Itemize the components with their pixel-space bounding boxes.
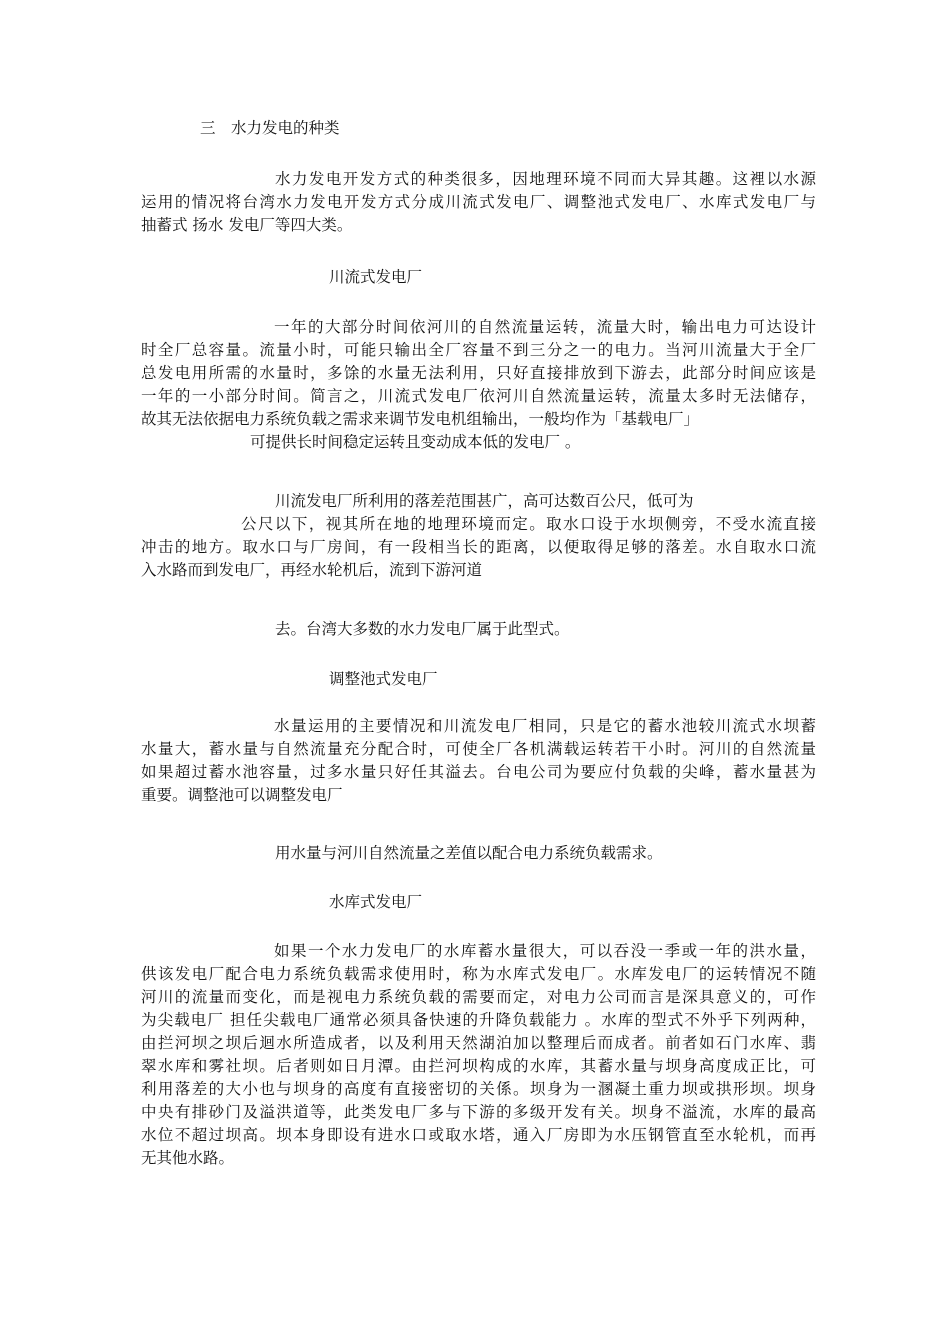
ror-p1-line-6: 可提供长时间稳定运转且变动成本低的发电厂 。 xyxy=(250,433,581,451)
rp-p1-line-3: 如果超过蓄水池容量，过多水量只好任其溢去。台电公司为要应付负载的尖峰，蓄水量甚为 xyxy=(141,763,816,781)
intro-line-1: 水力发电开发方式的种类很多，因地理环境不同而大异其趣。这裡以水源 xyxy=(275,170,816,188)
res-p1-line-2: 供该发电厂配合电力系统负载需求使用时，称为水库式发电厂。水库发电厂的运转情况不随 xyxy=(141,965,816,983)
regulating-pond-paragraph-2: 用水量与河川自然流量之差值以配合电力系统负载需求。 xyxy=(275,844,663,862)
res-p1-line-10: 无其他水路。 xyxy=(141,1149,235,1167)
section-title: 三 水力发电的种类 xyxy=(200,119,340,137)
rp-p1-line-2: 水量大，蓄水量与自然流量充分配合时，可使全厂各机满载运转若干小时。河川的自然流量 xyxy=(141,740,816,758)
res-p1-line-4: 为尖载电厂 担任尖载电厂通常必须具备快速的升降负载能力 。水库的型式不外乎下列两种， xyxy=(141,1011,816,1029)
run-of-river-paragraph-3: 去。台湾大多数的水力发电厂属于此型式。 xyxy=(275,620,570,638)
res-p1-line-6: 翠水库和雾社坝。后者则如日月潭。由拦河坝构成的水库，其蓄水量与坝身高度成正比，可 xyxy=(141,1057,816,1075)
res-p1-line-5: 由拦河坝之坝后迴水所造成者，以及利用天然湖泊加以整理后而成者。前者如石门水库、翡 xyxy=(141,1034,816,1052)
ror-p1-line-5: 故其无法依据电力系统负载之需求来调节发电机组输出，一般均作为「基载电厂」 xyxy=(141,410,700,428)
ror-p2-line-4: 入水路而到发电厂，再经水轮机后，流到下游河道 xyxy=(141,561,483,579)
reservoir-heading: 水库式发电厂 xyxy=(329,893,423,911)
reservoir-paragraph-1 xyxy=(141,940,816,1170)
ror-p2-line-1: 川流发电厂所利用的落差范围甚广，高可达数百公尺，低可为 xyxy=(275,492,694,510)
res-p1-line-3: 河川的流量而变化，而是视电力系统负载的需要而定，对电力公司而言是深具意义的，可作 xyxy=(141,988,816,1006)
res-p1-line-8: 中央有排砂门及溢洪道等，此类发电厂多与下游的多级开发有关。坝身不溢流，水库的最高 xyxy=(141,1103,816,1121)
ror-p1-line-1: 一年的大部分时间依河川的自然流量运转，流量大时，输出电力可达设计 xyxy=(274,318,816,336)
ror-p2-line-2: 公尺以下，视其所在地的地理环境而定。取水口设于水坝侧旁，不受水流直接 xyxy=(241,515,816,533)
run-of-river-paragraph-2 xyxy=(141,490,816,582)
ror-p2-line-3: 冲击的地方。取水口与厂房间，有一段相当长的距离，以便取得足够的落差。水自取水口流 xyxy=(141,538,816,556)
run-of-river-heading: 川流式发电厂 xyxy=(329,268,423,286)
res-p1-line-9: 水位不超过坝高。坝本身即设有进水口或取水塔，通入厂房即为水压钢管直至水轮机，而再 xyxy=(141,1126,816,1144)
regulating-pond-heading: 调整池式发电厂 xyxy=(329,670,438,688)
ror-p1-line-3: 总发电用所需的水量时，多馀的水量无法利用，只好直接排放到下游去，此部分时间应该是 xyxy=(141,364,816,382)
ror-p1-line-4: 一年的一小部分时间。简言之，川流式发电厂依河川自然流量运转，流量太多时无法储存， xyxy=(141,387,816,405)
res-p1-line-1: 如果一个水力发电厂的水库蓄水量很大，可以吞没一季或一年的洪水量， xyxy=(274,942,816,960)
intro-paragraph xyxy=(141,168,816,237)
intro-line-3: 抽蓄式 扬水 发电厂等四大类。 xyxy=(141,216,353,234)
ror-p1-line-2: 时全厂总容量。流量小时，可能只输出全厂容量不到三分之一的电力。当河川流量大于全厂 xyxy=(141,341,816,359)
run-of-river-paragraph-1 xyxy=(141,316,816,454)
regulating-pond-paragraph-1 xyxy=(141,715,816,807)
rp-p1-line-4: 重要。调整池可以调整发电厂 xyxy=(141,786,343,804)
intro-line-2: 运用的情况将台湾水力发电开发方式分成川流式发电厂、调整池式发电厂、水库式发电厂与 xyxy=(141,193,816,211)
res-p1-line-7: 利用落差的大小也与坝身的高度有直接密切的关係。坝身为一溷凝土重力坝或拱形坝。坝身 xyxy=(141,1080,816,1098)
rp-p1-line-1: 水量运用的主要情况和川流发电厂相同，只是它的蓄水池较川流式水坝蓄 xyxy=(274,717,816,735)
